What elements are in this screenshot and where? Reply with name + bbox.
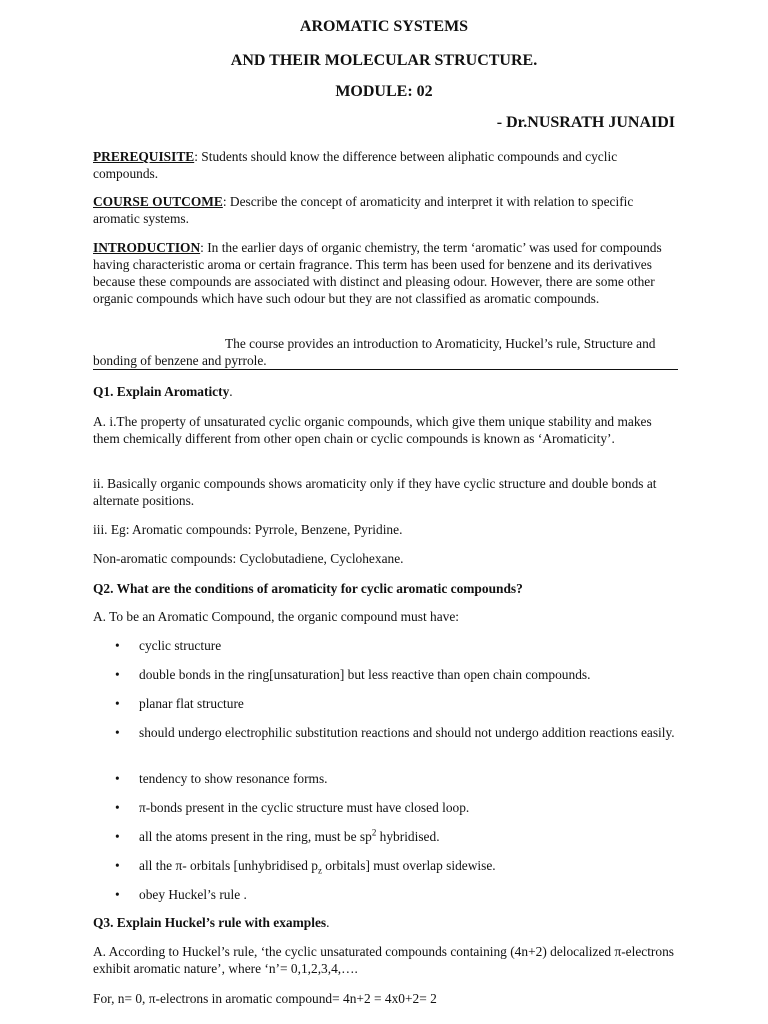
list-item-text: cyclic structure [139, 638, 222, 653]
module-number: MODULE: 02 [335, 83, 433, 100]
sp-text: all the atoms present in the ring, must be sp [139, 829, 372, 844]
prerequisite-paragraph [93, 148, 678, 182]
q3-question [93, 914, 678, 931]
orbitals-rest-text: orbitals] must overlap sidewise. [321, 858, 496, 873]
introduction-paragraph-2 [93, 335, 678, 369]
q3-answer: A. According to Huckel’s rule, ‘the cyclic unsaturated compounds containing (4n+2) delocalized π-electrons exhibit aromatic nature’, where ‘n’= 0,1,2,3,4,…. [93, 944, 674, 976]
bullet-dot: • [115, 638, 120, 653]
section-divider [93, 369, 678, 370]
course-outcome-text: : Describe the concept of aromaticity and interpret it with relation to specific aromatic systems. [93, 194, 634, 226]
q1-non-aromatic: Non-aromatic compounds: Cyclobutadiene, Cyclohexane. [93, 551, 404, 566]
q2-question: Q2. What are the conditions of aromaticity for cyclic aromatic compounds? [93, 581, 523, 596]
author: - Dr.NUSRATH JUNAIDI [496, 114, 675, 131]
q1-question-dot: . [229, 384, 233, 399]
bullet-dot: • [115, 858, 120, 873]
list-item-text: tendency to show resonance forms. [139, 771, 328, 786]
bullet-dot: • [115, 725, 120, 740]
q1-question-text: Q1. Explain Aromaticty [93, 384, 230, 399]
introduction-text: : In the earlier days of organic chemistry, the term ‘aromatic’ was used for compounds having characteristic aroma or certain fragrance. This term has been used for benzene and its derivatives because these compounds are associated with distinct and pleasing odour. However, there are some other organic compounds which have such odour but they are not classified as aromatic compounds. [93, 240, 662, 306]
bullet-dot: • [115, 887, 120, 902]
list-item-text: should undergo electrophilic substitution reactions and should not undergo addition reactions easily. [139, 725, 675, 740]
course-outcome-paragraph [93, 193, 678, 227]
prerequisite-label: PREREQUISITE [93, 149, 195, 164]
bullet-dot: • [115, 667, 120, 682]
bullet-dot: • [115, 696, 120, 711]
bullet-dot: • [115, 829, 120, 844]
introduction-label: INTRODUCTION [93, 240, 201, 255]
list-item-text: π-bonds present in the cyclic structure must have closed loop. [139, 800, 470, 815]
bullet-dot: • [115, 771, 120, 786]
prerequisite-text: : Students should know the difference between aliphatic compounds and cyclic compounds. [93, 149, 618, 181]
list-item-text [139, 857, 675, 874]
q1-answer-i: A. i.The property of unsaturated cyclic organic compounds, which give them unique stability and makes them chemically different from other open chain or cyclic compounds is known as ‘Aromaticity’. [93, 414, 652, 446]
q3-question-text: Q3. Explain Huckel’s rule with examples [93, 915, 327, 930]
superscript-2: 2 [371, 827, 377, 838]
bullet-dot: • [115, 800, 120, 815]
q2-intro: A. To be an Aromatic Compound, the organic compound must have: [93, 609, 460, 624]
q1-answer-ii: ii. Basically organic compounds shows aromaticity only if they have cyclic structure and double bonds at alternate positions. [93, 476, 657, 508]
orbitals-text: all the π- orbitals [unhybridised p [139, 858, 318, 873]
course-outcome-label: COURSE OUTCOME [93, 194, 223, 209]
list-item-text [139, 828, 675, 845]
q1-answer-iii: iii. Eg: Aromatic compounds: Pyrrole, Benzene, Pyridine. [93, 522, 403, 537]
subscript-z: z [317, 865, 322, 876]
title-line-2: AND THEIR MOLECULAR STRUCTURE. [230, 52, 538, 69]
q3-question-dot: . [326, 915, 330, 930]
introduction-paragraph [93, 239, 678, 307]
hybridised-text: hybridised. [376, 829, 440, 844]
introduction-text-2: The course provides an introduction to Aromaticity, Huckel’s rule, Structure and bonding of benzene and pyrrole. [93, 336, 656, 368]
list-item-text: double bonds in the ring[unsaturation] but less reactive than open chain compounds. [139, 667, 591, 682]
q1-question [93, 383, 678, 400]
title-line-1: AROMATIC SYSTEMS [299, 18, 469, 35]
list-item-text: obey Huckel’s rule . [139, 887, 247, 902]
q3-example: For, n= 0, π-electrons in aromatic compound= 4n+2 = 4x0+2= 2 [93, 991, 437, 1006]
list-item-text: planar flat structure [139, 696, 244, 711]
